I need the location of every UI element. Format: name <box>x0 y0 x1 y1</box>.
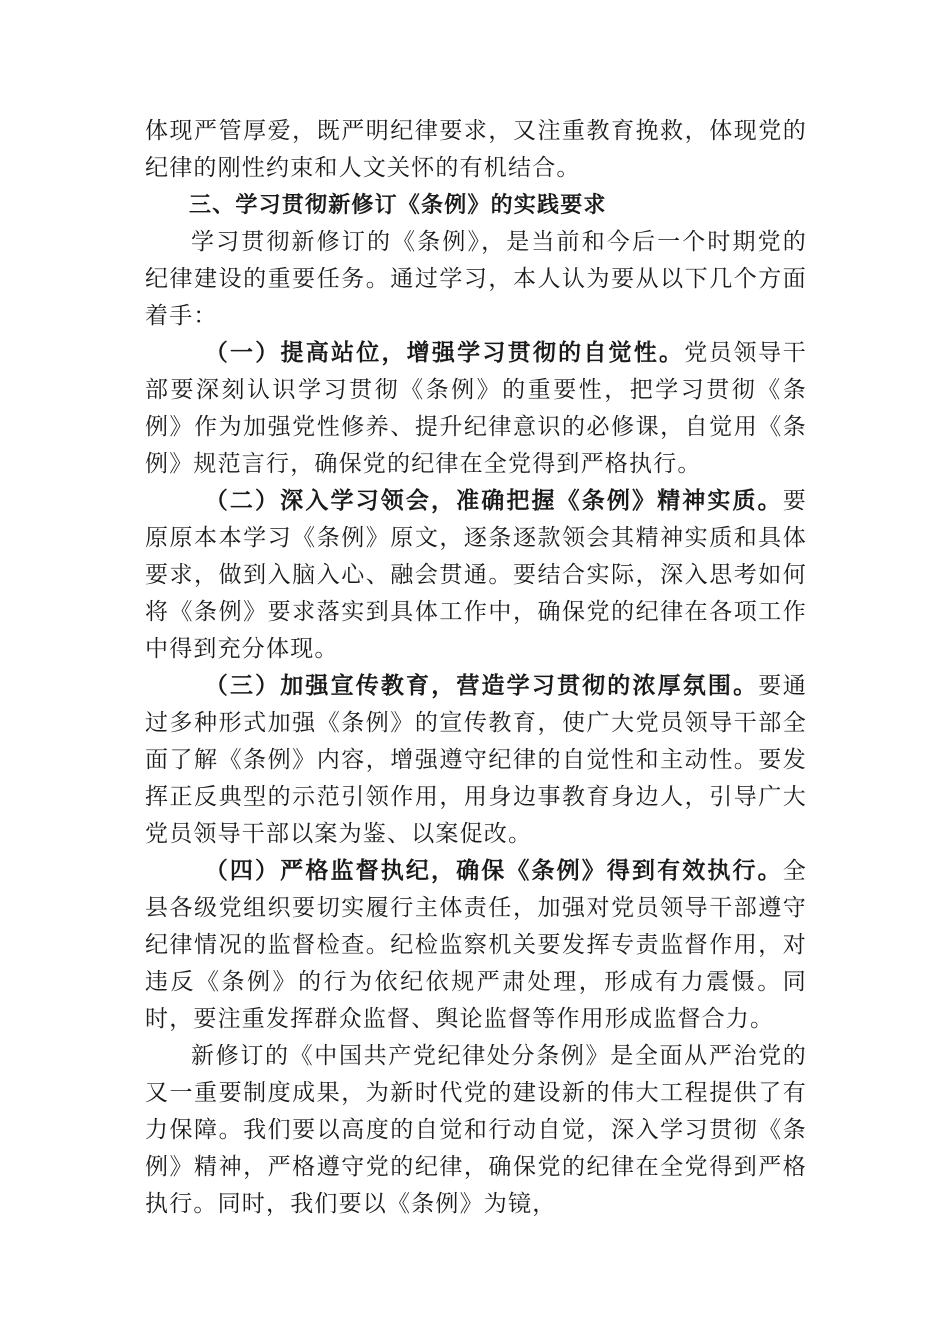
item-body-1: 党员领导干部要深刻认识学习贯彻《条例》的重要性，把学习贯彻《条例》作为加强党性修养、提升纪律意识的必修课，自觉用《条例》规范言行，确保党的纪律在全党得到严格执行。 <box>145 340 808 477</box>
item-lead-3: （三）加强宣传教育，营造学习贯彻的浓厚氛围。 <box>204 673 759 699</box>
item-lead-1: （一）提高站位，增强学习贯彻的自觉性。 <box>204 340 685 366</box>
section-heading: 三、学习贯彻新修订《条例》的实践要求 <box>189 193 607 218</box>
conclusion-paragraph: 新修订的《中国共产党纪律处分条例》是全面从严治党的又一重要制度成果，为新时代党的建设新的伟大工程提供了有力保障。我们要以高度的自觉和行动自觉，深入学习贯彻《条例》精神，严格遵守党的纪律，确保党的纪律在全党得到严格执行。同时，我们要以《条例》为镜， <box>145 1043 807 1217</box>
item-body-4: 全县各级党组织要切实履行主体责任，加强对党员领导干部遵守纪律情况的监督检查。纪检监察机关要发挥专责监督作用，对违反《条例》的行为依纪依规严肃处理，形成有力震慑。同时，要注重发挥群众监督、舆论监督等作用形成监督合力。 <box>145 858 807 1032</box>
item-lead-2: （二）深入学习领会，准确把握《条例》精神实质。 <box>204 488 783 514</box>
section-intro-paragraph: 学习贯彻新修订的《条例》，是当前和今后一个时期党的纪律建设的重要任务。通过学习，本人认为要从以下几个方面着手： <box>145 229 807 329</box>
item-body-2: 要原原本本学习《条例》原文，逐条逐款领会其精神实质和具体要求，做到入脑入心、融会贯通。要结合实际，深入思考如何将《条例》要求落实到具体工作中，确保党的纪律在各项工作中得到充分体现。 <box>145 488 807 662</box>
document-page <box>145 113 807 1223</box>
item-paragraph-4 <box>145 853 807 1038</box>
item-paragraph-2 <box>145 483 807 668</box>
item-paragraph-1 <box>145 335 807 483</box>
item-paragraph-3 <box>145 668 807 853</box>
item-lead-4: （四）严格监督执纪，确保《条例》得到有效执行。 <box>204 858 783 884</box>
item-body-3: 要通过多种形式加强《条例》的宣传教育，使广大党员领导干部全面了解《条例》内容，增强遵守纪律的自觉性和主动性。要发挥正反典型的示范引领作用，用身边事教育身边人，引导广大党员领导干部以案为鉴、以案促改。 <box>145 673 807 847</box>
intro-continuation-paragraph: 体现严管厚爱，既严明纪律要求，又注重教育挽救，体现党的纪律的刚性约束和人文关怀的有机结合。 <box>145 118 807 181</box>
